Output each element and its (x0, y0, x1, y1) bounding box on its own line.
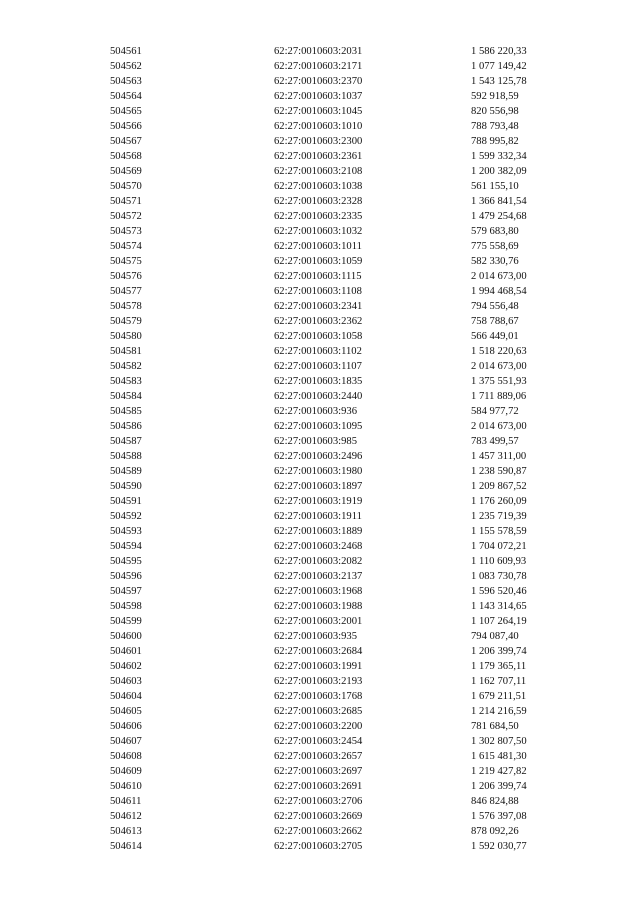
table-row (110, 569, 551, 584)
row-number-cell: 504580 (110, 331, 142, 342)
table-row (110, 404, 551, 419)
table-row (110, 524, 551, 539)
table-row (110, 599, 551, 614)
cadastral-number-cell: 62:27:0010603:1897 (274, 481, 363, 492)
row-number-cell: 504569 (110, 166, 142, 177)
table-row (110, 254, 551, 269)
cadastral-value-cell: 566 449,01 (471, 331, 519, 342)
row-number-cell: 504612 (110, 811, 142, 822)
cadastral-number-cell: 62:27:0010603:1037 (274, 91, 363, 102)
cadastral-number-cell: 62:27:0010603:1889 (274, 526, 363, 537)
table-row (110, 614, 551, 629)
row-number-cell: 504585 (110, 406, 142, 417)
table-row (110, 644, 551, 659)
table-row (110, 194, 551, 209)
row-number-cell: 504590 (110, 481, 142, 492)
cadastral-number-cell: 62:27:0010603:1980 (274, 466, 363, 477)
cadastral-number-cell: 62:27:0010603:2685 (274, 706, 363, 717)
table-row (110, 764, 551, 779)
cadastral-value-cell: 582 330,76 (471, 256, 519, 267)
cadastral-number-cell: 62:27:0010603:1911 (274, 511, 362, 522)
row-number-cell: 504572 (110, 211, 142, 222)
cadastral-number-cell: 62:27:0010603:1095 (274, 421, 363, 432)
cadastral-number-cell: 62:27:0010603:2193 (274, 676, 363, 687)
cadastral-number-cell: 62:27:0010603:2362 (274, 316, 363, 327)
table-row (110, 464, 551, 479)
cadastral-value-cell: 1 176 260,09 (471, 496, 527, 507)
row-number-cell: 504594 (110, 541, 142, 552)
row-number-cell: 504587 (110, 436, 142, 447)
cadastral-number-cell: 62:27:0010603:2361 (274, 151, 363, 162)
row-number-cell: 504604 (110, 691, 142, 702)
row-number-cell: 504577 (110, 286, 142, 297)
row-number-cell: 504567 (110, 136, 142, 147)
cadastral-number-cell: 62:27:0010603:1032 (274, 226, 363, 237)
row-number-cell: 504593 (110, 526, 142, 537)
table-row (110, 794, 551, 809)
cadastral-number-cell: 62:27:0010603:2454 (274, 736, 363, 747)
cadastral-value-cell: 1 375 551,93 (471, 376, 527, 387)
cadastral-value-cell: 1 238 590,87 (471, 466, 527, 477)
row-number-cell: 504578 (110, 301, 142, 312)
row-number-cell: 504571 (110, 196, 142, 207)
cadastral-number-cell: 62:27:0010603:2669 (274, 811, 363, 822)
table-row (110, 89, 551, 104)
row-number-cell: 504561 (110, 46, 142, 57)
row-number-cell: 504586 (110, 421, 142, 432)
cadastral-value-cell: 1 543 125,78 (471, 76, 527, 87)
cadastral-value-cell: 1 107 264,19 (471, 616, 527, 627)
row-number-cell: 504606 (110, 721, 142, 732)
cadastral-number-cell: 62:27:0010603:1968 (274, 586, 363, 597)
table-row (110, 284, 551, 299)
table-row (110, 299, 551, 314)
cadastral-number-cell: 62:27:0010603:2001 (274, 616, 363, 627)
row-number-cell: 504592 (110, 511, 142, 522)
table-row (110, 119, 551, 134)
cadastral-value-cell: 1 592 030,77 (471, 841, 527, 852)
table-row (110, 779, 551, 794)
row-number-cell: 504602 (110, 661, 142, 672)
cadastral-number-cell: 62:27:0010603:2137 (274, 571, 363, 582)
cadastral-number-cell: 62:27:0010603:1010 (274, 121, 363, 132)
row-number-cell: 504570 (110, 181, 142, 192)
table-row (110, 449, 551, 464)
cadastral-value-cell: 794 087,40 (471, 631, 519, 642)
table-row (110, 59, 551, 74)
cadastral-value-cell: 1 586 220,33 (471, 46, 527, 57)
cadastral-value-cell: 878 092,26 (471, 826, 519, 837)
cadastral-value-cell: 1 200 382,09 (471, 166, 527, 177)
cadastral-number-cell: 62:27:0010603:2468 (274, 541, 363, 552)
cadastral-number-cell: 62:27:0010603:1107 (274, 361, 362, 372)
cadastral-value-cell: 1 599 332,34 (471, 151, 527, 162)
row-number-cell: 504579 (110, 316, 142, 327)
cadastral-value-cell: 788 995,82 (471, 136, 519, 147)
cadastral-value-cell: 2 014 673,00 (471, 361, 527, 372)
cadastral-value-cell: 1 704 072,21 (471, 541, 527, 552)
cadastral-value-cell: 1 479 254,68 (471, 211, 527, 222)
cadastral-value-cell: 820 556,98 (471, 106, 519, 117)
row-number-cell: 504582 (110, 361, 142, 372)
row-number-cell: 504581 (110, 346, 142, 357)
cadastral-value-cell: 579 683,80 (471, 226, 519, 237)
table-row (110, 419, 551, 434)
table-row (110, 479, 551, 494)
cadastral-value-cell: 781 684,50 (471, 721, 519, 732)
table-row (110, 509, 551, 524)
cadastral-number-cell: 62:27:0010603:2684 (274, 646, 363, 657)
table-row (110, 359, 551, 374)
row-number-cell: 504565 (110, 106, 142, 117)
row-number-cell: 504566 (110, 121, 142, 132)
table-row (110, 659, 551, 674)
cadastral-value-cell: 1 711 889,06 (471, 391, 527, 402)
cadastral-number-cell: 62:27:0010603:2335 (274, 211, 363, 222)
cadastral-number-cell: 62:27:0010603:2108 (274, 166, 363, 177)
cadastral-number-cell: 62:27:0010603:2662 (274, 826, 363, 837)
cadastral-number-cell: 62:27:0010603:1988 (274, 601, 363, 612)
row-number-cell: 504599 (110, 616, 142, 627)
cadastral-number-cell: 62:27:0010603:2657 (274, 751, 363, 762)
cadastral-number-cell: 62:27:0010603:2440 (274, 391, 363, 402)
table-row (110, 344, 551, 359)
cadastral-value-cell: 1 155 578,59 (471, 526, 527, 537)
table-row (110, 44, 551, 59)
cadastral-number-cell: 62:27:0010603:1038 (274, 181, 363, 192)
table-row (110, 164, 551, 179)
table-row (110, 749, 551, 764)
cadastral-value-cell: 1 162 707,11 (471, 676, 527, 687)
table-row (110, 329, 551, 344)
cadastral-value-cell: 2 014 673,00 (471, 271, 527, 282)
row-number-cell: 504611 (110, 796, 142, 807)
cadastral-value-cell: 1 083 730,78 (471, 571, 527, 582)
row-number-cell: 504564 (110, 91, 142, 102)
cadastral-number-cell: 62:27:0010603:2697 (274, 766, 363, 777)
table-row (110, 134, 551, 149)
cadastral-number-cell: 62:27:0010603:2031 (274, 46, 363, 57)
table-row (110, 719, 551, 734)
cadastral-number-cell: 62:27:0010603:2200 (274, 721, 363, 732)
row-number-cell: 504584 (110, 391, 142, 402)
cadastral-value-table (110, 44, 551, 854)
table-row (110, 374, 551, 389)
row-number-cell: 504591 (110, 496, 142, 507)
table-row (110, 494, 551, 509)
cadastral-number-cell: 62:27:0010603:936 (274, 406, 357, 417)
table-row (110, 839, 551, 854)
table-row (110, 824, 551, 839)
cadastral-number-cell: 62:27:0010603:1768 (274, 691, 363, 702)
cadastral-value-cell: 1 518 220,63 (471, 346, 527, 357)
cadastral-value-cell: 783 499,57 (471, 436, 519, 447)
row-number-cell: 504598 (110, 601, 142, 612)
cadastral-number-cell: 62:27:0010603:2706 (274, 796, 363, 807)
cadastral-value-cell: 1 077 149,42 (471, 61, 527, 72)
cadastral-number-cell: 62:27:0010603:1919 (274, 496, 363, 507)
table-row (110, 179, 551, 194)
row-number-cell: 504595 (110, 556, 142, 567)
table-row (110, 554, 551, 569)
cadastral-value-cell: 1 110 609,93 (471, 556, 527, 567)
table-row (110, 149, 551, 164)
cadastral-number-cell: 62:27:0010603:2691 (274, 781, 363, 792)
cadastral-number-cell: 62:27:0010603:1011 (274, 241, 362, 252)
cadastral-number-cell: 62:27:0010603:2328 (274, 196, 363, 207)
table-row (110, 584, 551, 599)
row-number-cell: 504609 (110, 766, 142, 777)
row-number-cell: 504568 (110, 151, 142, 162)
cadastral-value-cell: 1 209 867,52 (471, 481, 527, 492)
table-row (110, 209, 551, 224)
row-number-cell: 504614 (110, 841, 142, 852)
table-row (110, 434, 551, 449)
cadastral-value-cell: 1 679 211,51 (471, 691, 527, 702)
table-row (110, 104, 551, 119)
table-row (110, 74, 551, 89)
row-number-cell: 504597 (110, 586, 142, 597)
table-row (110, 239, 551, 254)
table-row (110, 689, 551, 704)
row-number-cell: 504607 (110, 736, 142, 747)
cadastral-number-cell: 62:27:0010603:1115 (274, 271, 362, 282)
cadastral-value-cell: 1 994 468,54 (471, 286, 527, 297)
cadastral-value-cell: 1 206 399,74 (471, 781, 527, 792)
row-number-cell: 504610 (110, 781, 142, 792)
cadastral-number-cell: 62:27:0010603:1045 (274, 106, 363, 117)
table-row (110, 539, 551, 554)
table-row (110, 809, 551, 824)
row-number-cell: 504583 (110, 376, 142, 387)
cadastral-value-cell: 561 155,10 (471, 181, 519, 192)
cadastral-value-cell: 775 558,69 (471, 241, 519, 252)
cadastral-value-cell: 1 219 427,82 (471, 766, 527, 777)
cadastral-value-cell: 1 235 719,39 (471, 511, 527, 522)
table-row (110, 269, 551, 284)
table-row (110, 704, 551, 719)
cadastral-value-cell: 1 596 520,46 (471, 586, 527, 597)
row-number-cell: 504596 (110, 571, 142, 582)
cadastral-value-cell: 1 615 481,30 (471, 751, 527, 762)
cadastral-number-cell: 62:27:0010603:1058 (274, 331, 363, 342)
cadastral-number-cell: 62:27:0010603:2370 (274, 76, 363, 87)
cadastral-number-cell: 62:27:0010603:935 (274, 631, 357, 642)
cadastral-number-cell: 62:27:0010603:2171 (274, 61, 363, 72)
row-number-cell: 504588 (110, 451, 142, 462)
cadastral-number-cell: 62:27:0010603:2300 (274, 136, 363, 147)
cadastral-value-cell: 584 977,72 (471, 406, 519, 417)
cadastral-value-cell: 592 918,59 (471, 91, 519, 102)
table-row (110, 629, 551, 644)
cadastral-value-cell: 758 788,67 (471, 316, 519, 327)
cadastral-value-cell: 846 824,88 (471, 796, 519, 807)
row-number-cell: 504608 (110, 751, 142, 762)
row-number-cell: 504603 (110, 676, 142, 687)
cadastral-number-cell: 62:27:0010603:1059 (274, 256, 363, 267)
row-number-cell: 504562 (110, 61, 142, 72)
row-number-cell: 504574 (110, 241, 142, 252)
cadastral-value-cell: 2 014 673,00 (471, 421, 527, 432)
row-number-cell: 504613 (110, 826, 142, 837)
cadastral-number-cell: 62:27:0010603:1991 (274, 661, 363, 672)
row-number-cell: 504600 (110, 631, 142, 642)
cadastral-number-cell: 62:27:0010603:2496 (274, 451, 363, 462)
table-row (110, 734, 551, 749)
cadastral-value-cell: 1 214 216,59 (471, 706, 527, 717)
cadastral-value-cell: 794 556,48 (471, 301, 519, 312)
table-row (110, 314, 551, 329)
cadastral-number-cell: 62:27:0010603:1102 (274, 346, 362, 357)
table-row (110, 674, 551, 689)
cadastral-value-cell: 788 793,48 (471, 121, 519, 132)
cadastral-value-cell: 1 302 807,50 (471, 736, 527, 747)
row-number-cell: 504605 (110, 706, 142, 717)
cadastral-number-cell: 62:27:0010603:2341 (274, 301, 363, 312)
table-body (110, 44, 551, 854)
row-number-cell: 504601 (110, 646, 142, 657)
row-number-cell: 504573 (110, 226, 142, 237)
cadastral-value-cell: 1 366 841,54 (471, 196, 527, 207)
cadastral-number-cell: 62:27:0010603:985 (274, 436, 357, 447)
row-number-cell: 504575 (110, 256, 142, 267)
row-number-cell: 504589 (110, 466, 142, 477)
table-row (110, 389, 551, 404)
table-row (110, 224, 551, 239)
row-number-cell: 504563 (110, 76, 142, 87)
cadastral-number-cell: 62:27:0010603:2082 (274, 556, 363, 567)
cadastral-number-cell: 62:27:0010603:1835 (274, 376, 363, 387)
cadastral-value-cell: 1 457 311,00 (471, 451, 527, 462)
cadastral-value-cell: 1 179 365,11 (471, 661, 527, 672)
cadastral-value-cell: 1 206 399,74 (471, 646, 527, 657)
cadastral-number-cell: 62:27:0010603:1108 (274, 286, 362, 297)
cadastral-value-cell: 1 576 397,08 (471, 811, 527, 822)
cadastral-value-cell: 1 143 314,65 (471, 601, 527, 612)
row-number-cell: 504576 (110, 271, 142, 282)
cadastral-number-cell: 62:27:0010603:2705 (274, 841, 363, 852)
